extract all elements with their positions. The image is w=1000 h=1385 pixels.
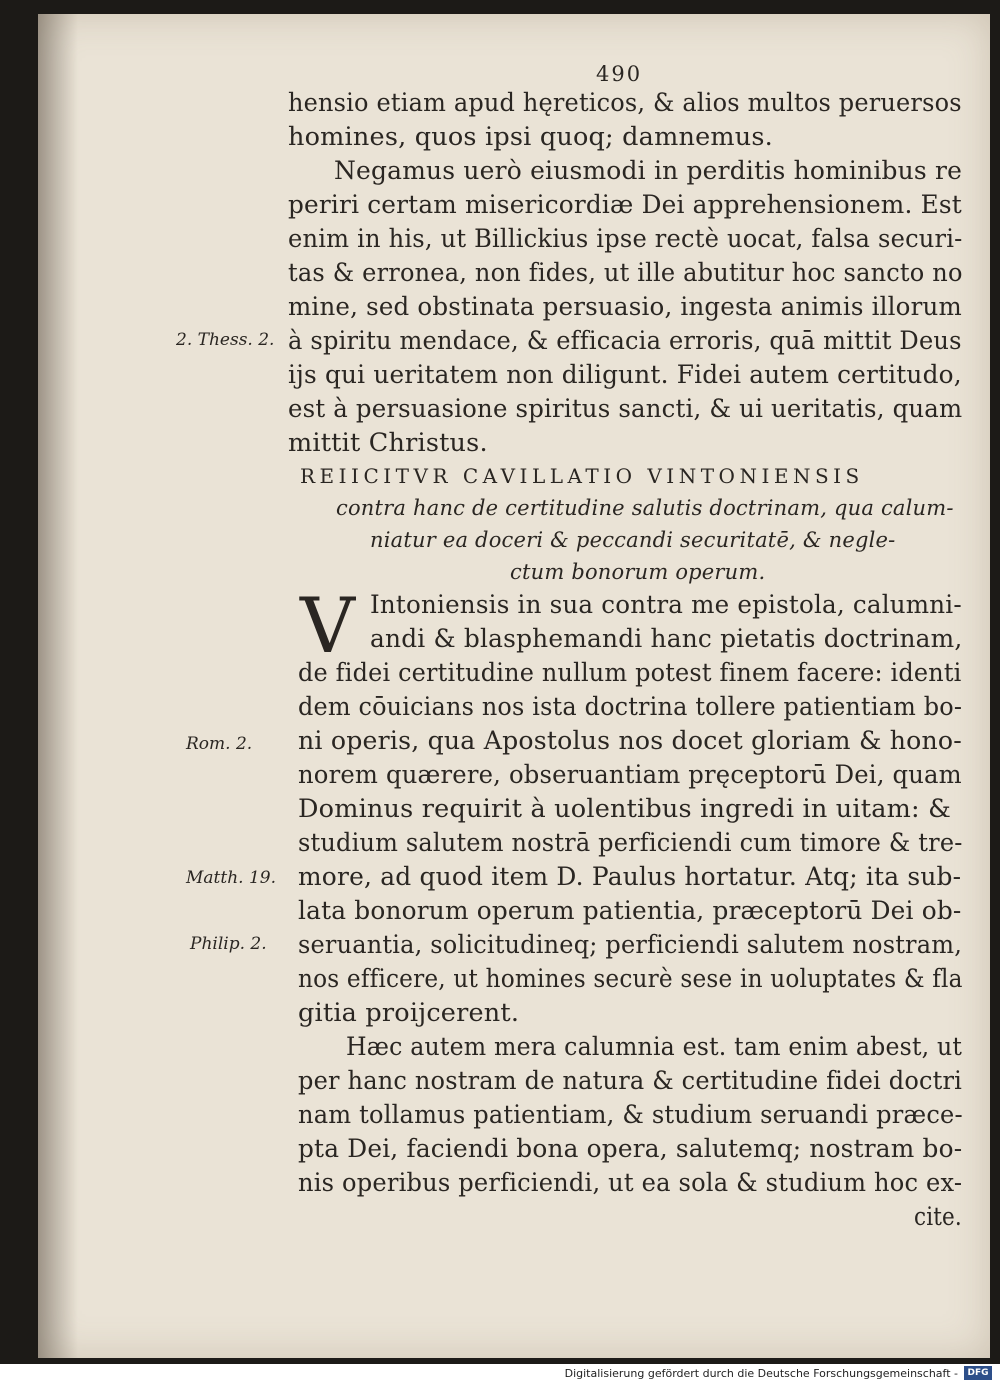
drop-cap: V	[300, 581, 355, 670]
text-line: norem quærere, obseruantiam pręceptorū Dei, quam	[298, 760, 962, 790]
margin-note: Matth. 19.	[186, 868, 276, 888]
heading-subtitle-line: contra hanc de certitudine salutis doctrinam, qua calum-	[336, 496, 954, 520]
margin-note: 2. Thess. 2.	[176, 330, 275, 350]
text-line: nam tollamus patientiam, & studium seruandi præce-	[298, 1100, 963, 1130]
text-line: mittit Christus.	[288, 428, 488, 458]
margin-note: Rom. 2.	[186, 734, 253, 754]
text-line: tas & erronea, non fides, ut ille abutitur hoc sancto no	[288, 258, 963, 288]
text-line: Dominus requirit à uolentibus ingredi in uitam: &	[298, 794, 952, 824]
text-line: gitia proijcerent.	[298, 998, 520, 1028]
footer-credit: Digitalisierung gefördert durch die Deutsche Forschungsgemeinschaft -	[564, 1367, 958, 1380]
text-line: seruantia, solicitudineq; perficiendi salutem nostram,	[298, 930, 963, 960]
text-line: mine, sed obstinata persuasio, ingesta animis illorum	[288, 292, 962, 322]
catchword: cite.	[914, 1202, 962, 1232]
heading-subtitle-line: ctum bonorum operum.	[510, 560, 766, 584]
text-line: est à persuasione spiritus sancti, & ui ueritatis, quam	[288, 394, 963, 424]
text-line: Hæc autem mera calumnia est. tam enim abest, ut	[346, 1032, 963, 1062]
text-line: ni operis, qua Apostolus nos docet gloriam & hono-	[298, 726, 962, 756]
text-line: lata bonorum operum patientia, præceptorū Dei ob-	[298, 896, 962, 926]
text-line: à spiritu mendace, & efficacia erroris, quā mittit Deus	[288, 326, 962, 356]
text-line: pta Dei, faciendi bona opera, salutemq; nostram bo-	[298, 1134, 963, 1164]
text-line: studium salutem nostrā perficiendi cum timore & tre-	[298, 828, 963, 858]
text-line: hensio etiam apud hęreticos, & alios multos peruersos	[288, 88, 962, 118]
page-number: 490	[596, 62, 643, 86]
text-line: periri certam misericordiæ Dei apprehensionem. Est	[288, 190, 962, 220]
margin-note: Philip. 2.	[190, 934, 267, 954]
text-line: Intoniensis in sua contra me epistola, calumni-	[370, 590, 962, 620]
text-line: enim in his, ut Billickius ipse rectè uocat, falsa securi-	[288, 224, 963, 254]
text-line: more, ad quod item D. Paulus hortatur. Atq; ita sub-	[298, 862, 962, 892]
text-line: dem cōuicians nos ista doctrina tollere patientiam bo-	[298, 692, 963, 722]
text-line: nis operibus perficiendi, ut ea sola & studium hoc ex-	[298, 1168, 963, 1198]
text-line: per hanc nostram de natura & certitudine fidei doctri	[298, 1066, 963, 1096]
gutter-shadow	[38, 14, 78, 1358]
text-line: nos efficere, ut homines securè sese in uoluptates & fla	[298, 964, 963, 994]
text-line: ijs qui ueritatem non diligunt. Fidei autem certitudo,	[288, 360, 962, 390]
heading-subtitle-line: niatur ea doceri & peccandi securitatē, & negle-	[370, 528, 896, 552]
section-heading: REIICITVR CAVILLATIO VINTONIENSIS	[300, 464, 864, 488]
text-line: de fidei certitudine nullum potest finem facere: identi	[298, 658, 962, 688]
text-line: Negamus uerò eiusmodi in perditis hominibus re	[334, 156, 963, 186]
dfg-logo: DFG	[964, 1366, 992, 1380]
text-line: homines, quos ipsi quoq; damnemus.	[288, 122, 773, 152]
text-line: andi & blasphemandi hanc pietatis doctrinam,	[370, 624, 963, 654]
